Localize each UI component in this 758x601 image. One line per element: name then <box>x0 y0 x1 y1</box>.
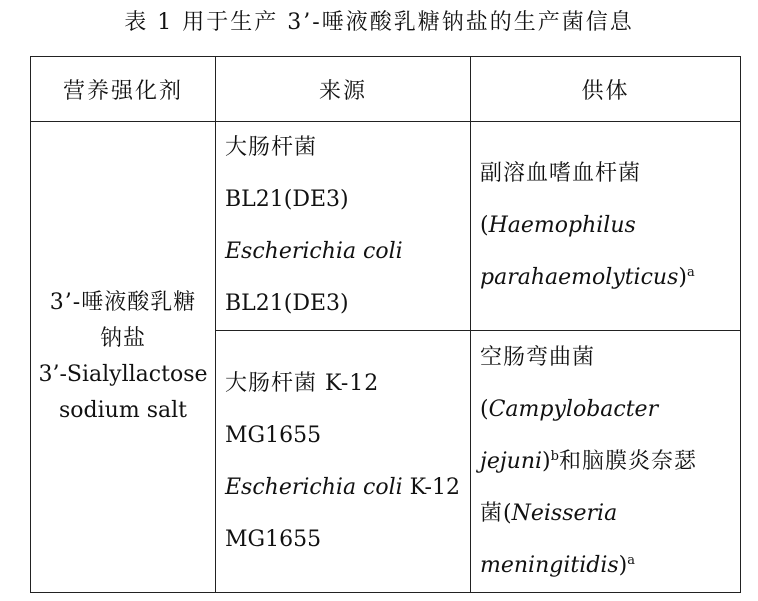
source-cell-2 <box>216 331 471 593</box>
header-nutrient: 营养强化剂 <box>31 57 216 122</box>
donor-connector: 和脑膜炎奈瑟 <box>558 448 697 474</box>
open-paren: ( <box>480 396 489 422</box>
donor-latin-genus: Haemophilus <box>488 213 636 238</box>
donor-latin-species: jejuni <box>480 448 543 474</box>
table-container <box>30 56 741 593</box>
donor-cell-2 <box>471 331 741 593</box>
donor-cn: 副溶血嗜血杆菌 <box>480 161 642 186</box>
nutrient-cell <box>31 122 216 593</box>
source-cn: 大肠杆菌 <box>225 135 318 160</box>
nutrient-en-line2: sodium salt <box>59 398 187 423</box>
close-paren: ) <box>618 552 628 578</box>
donor-latin-line3 <box>480 488 740 540</box>
source-latin-strain: MG1655 <box>225 526 322 552</box>
donor-latin-species-2: meningitidis <box>480 552 619 578</box>
close-paren: ) <box>542 448 551 474</box>
source-latin: Escherichia coli <box>225 474 403 500</box>
source-strain: BL21(DE3) <box>225 187 349 212</box>
source-latin-suffix: K-12 <box>402 474 460 500</box>
source-latin: Escherichia coli <box>225 239 403 264</box>
table-header-row <box>31 57 741 122</box>
nutrient-cn-line2: 钠盐 <box>99 326 146 351</box>
table-row <box>31 122 741 331</box>
donor-latin-line2 <box>480 436 740 488</box>
nutrient-cn-line1: 3’-唾液酸乳糖 <box>49 290 197 315</box>
nutrient-en-line1: 3’-Sialyllactose <box>38 362 208 387</box>
close-paren: ) <box>678 265 687 290</box>
donor-latin-line4 <box>480 540 740 592</box>
source-cn: 大肠杆菌 K-12 <box>225 370 380 396</box>
open-paren: ( <box>480 213 489 238</box>
donor-latin-genus-2: Neisseria <box>511 500 618 526</box>
header-donor: 供体 <box>471 57 741 122</box>
producer-strain-table <box>30 56 741 593</box>
source-latin-strain: BL21(DE3) <box>225 291 349 316</box>
donor-latin-species: parahaemolyticus <box>480 265 679 290</box>
source-cell-1 <box>216 122 471 331</box>
donor-cell-1 <box>471 122 741 331</box>
donor-cn: 空肠弯曲菌 <box>480 344 596 370</box>
source-latin-line <box>225 462 470 514</box>
footnote-marker: a <box>686 265 695 280</box>
open-paren: ( <box>503 500 512 526</box>
source-strain: MG1655 <box>225 422 322 448</box>
footnote-marker: b <box>550 448 559 464</box>
donor-cn-suffix: 菌 <box>480 500 504 526</box>
source-latin-line <box>225 226 470 278</box>
header-source: 来源 <box>216 57 471 122</box>
donor-latin-genus: Campylobacter <box>488 396 659 422</box>
donor-latin-line2 <box>480 252 740 304</box>
table-caption: 表 1 用于生产 3’-唾液酸乳糖钠盐的生产菌信息 <box>124 10 634 35</box>
donor-latin-line1 <box>480 384 740 436</box>
donor-latin-line1 <box>480 200 740 252</box>
footnote-marker: a <box>627 552 636 568</box>
